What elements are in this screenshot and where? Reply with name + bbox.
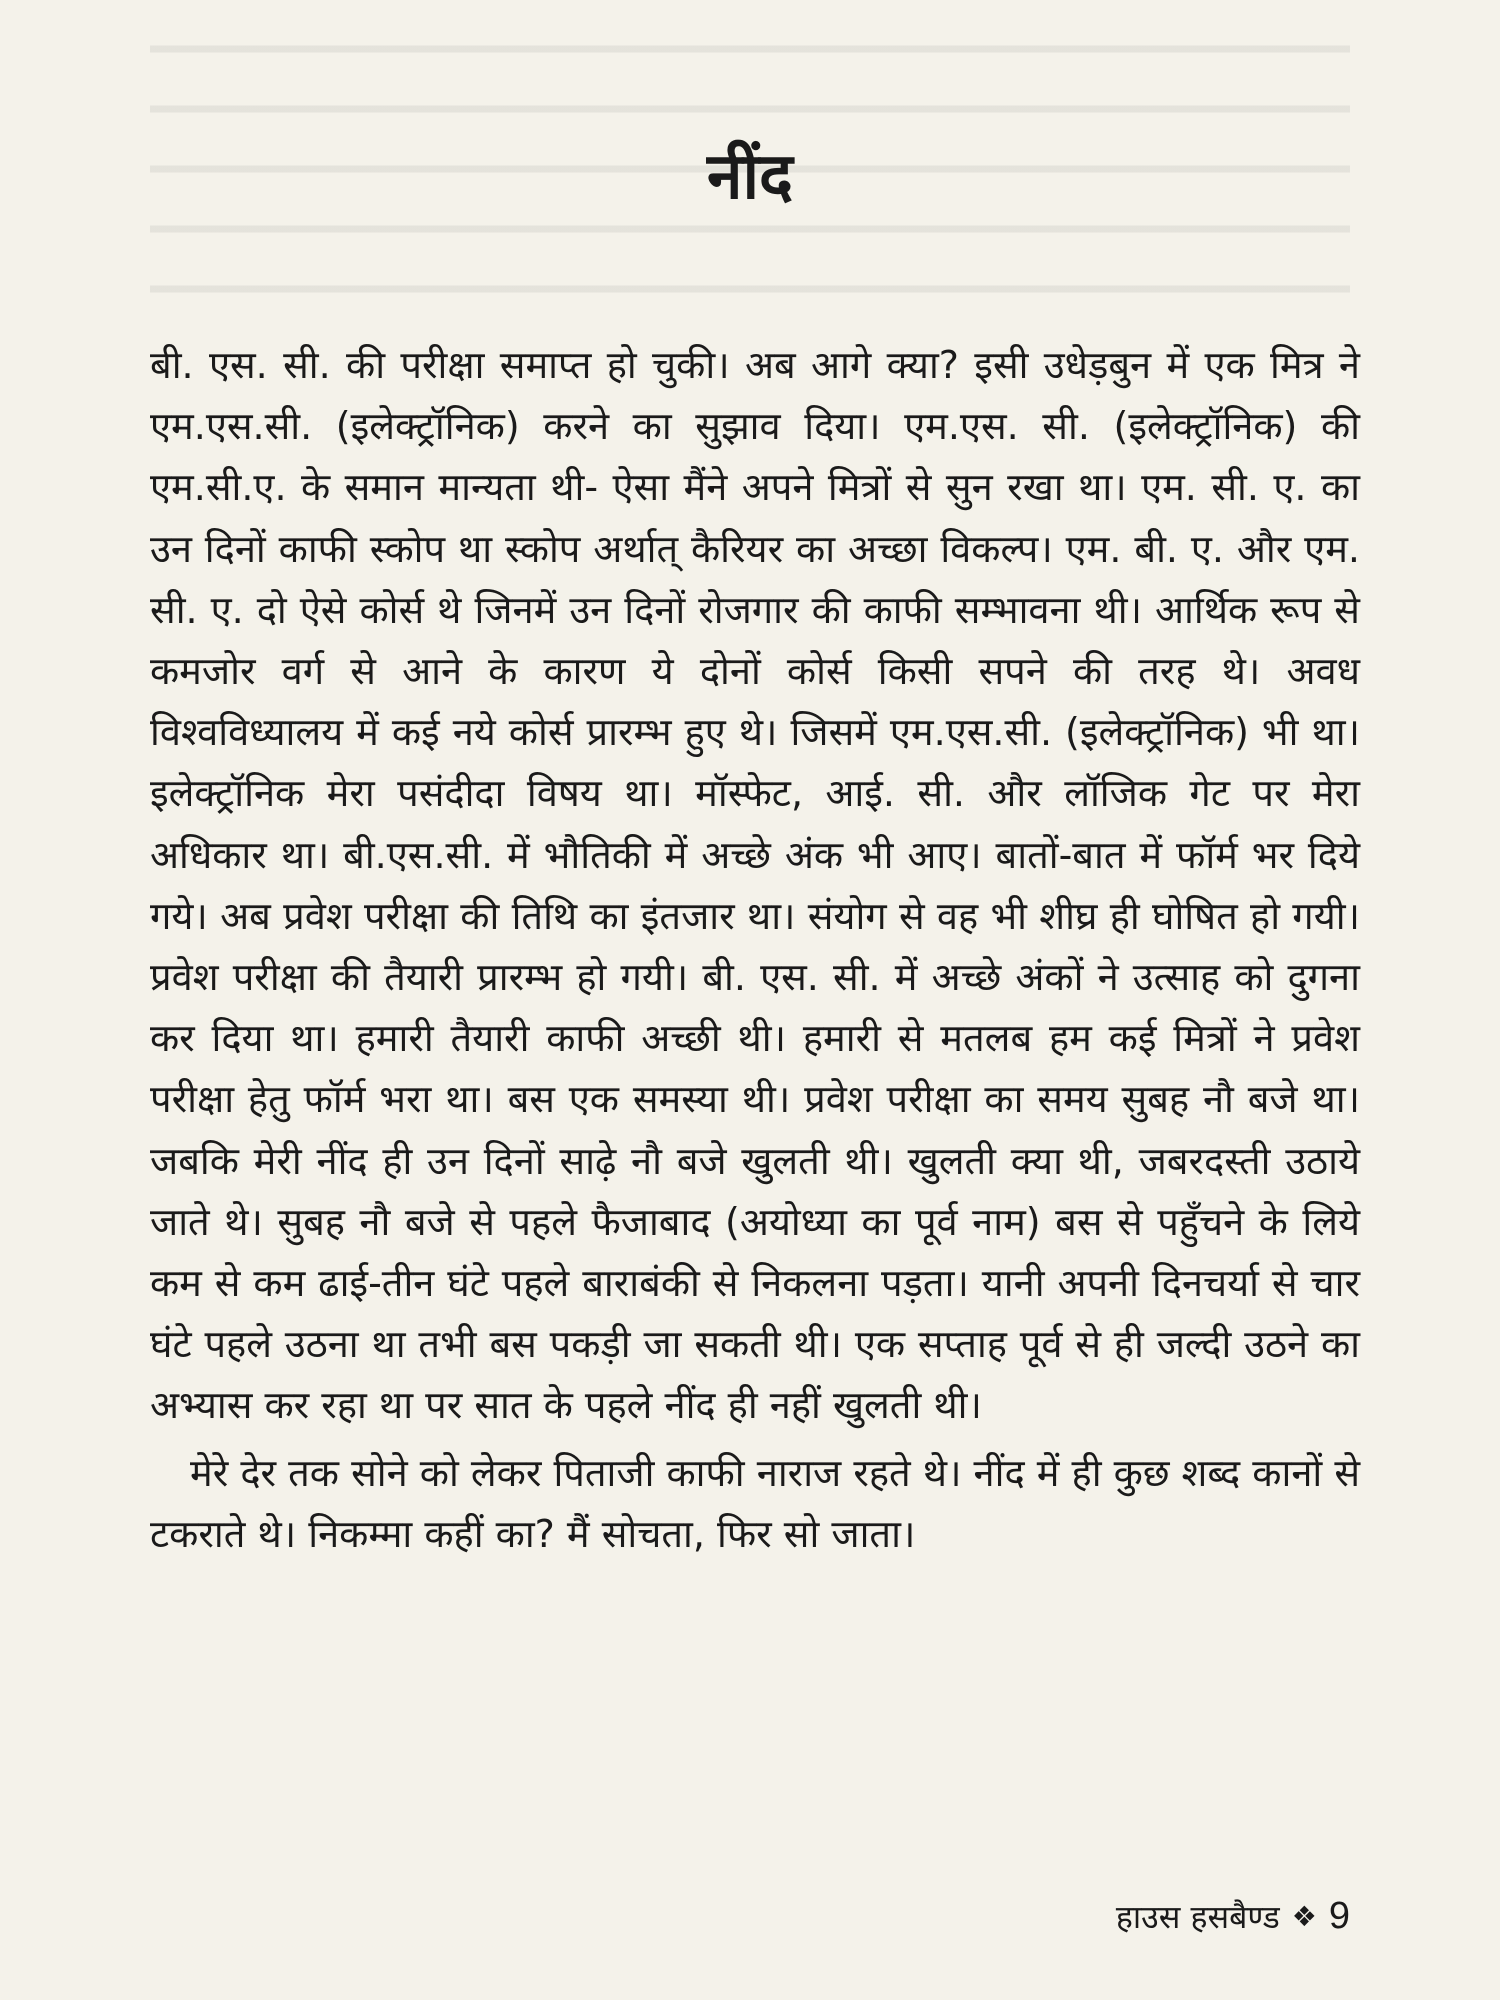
paragraph: मेरे देर तक सोने को लेकर पिताजी काफी नाराज रहते थे। नींद में ही कुछ शब्द कानों से टकराते थे। निकम्मा कहीं का? मैं सोचता, फिर सो जाता।	[150, 1450, 1361, 1556]
chapter-title: नींद	[706, 140, 794, 214]
page-number: 9	[1328, 1895, 1350, 1937]
page-footer	[1116, 1895, 1350, 1938]
paragraph: बी. एस. सी. की परीक्षा समाप्त हो चुकी। अब आगे क्या? इसी उधेड़बुन में एक मित्र ने एम.एस.सी. (इलेक्ट्रॉनिक) करने का सुझाव दिया। एम.एस. सी. (इलेक्ट्रॉनिक) की एम.सी.ए. के समान मान्यता थी- ऐसा मैंने अपने मित्रों से सुन रखा था। एम. सी. ए. का उन दिनों काफी स्कोप था स्कोप अर्थात् कैरियर का अच्छा विकल्प। एम. बी. ए. और एम. सी. ए. दो ऐसे कोर्स थे जिनमें उन दिनों रोजगार की काफी सम्भावना थी। आर्थिक रूप से कमजोर वर्ग से आने के कारण ये दोनों कोर्स किसी सपने की तरह थे। अवध विश्वविध्यालय में कई नये कोर्स प्रारम्भ हुए थे। जिसमें एम.एस.सी. (इलेक्ट्रॉनिक) भी था। इलेक्ट्रॉनिक मेरा पसंदीदा विषय था। मॉस्फेट, आई. सी. और लॉजिक गेट पर मेरा अधिकार था। बी.एस.सी. में भौतिकी में अच्छे अंक भी आए। बातों-बात में फॉर्म भर दिये गये। अब प्रवेश परीक्षा की तिथि का इंतजार था। संयोग से वह भी शीघ्र ही घोषित हो गयी। प्रवेश परीक्षा की तैयारी प्रारम्भ हो गयी। बी. एस. सी. में अच्छे अंकों ने उत्साह को दुगना कर दिया था। हमारी तैयारी काफी अच्छी थी। हमारी से मतलब हम कई मित्रों ने प्रवेश परीक्षा हेतु फॉर्म भरा था। बस एक समस्या थी। प्रवेश परीक्षा का समय सुबह नौ बजे था। जबकि मेरी नींद ही उन दिनों साढ़े नौ बजे खुलती थी। खुलती क्या थी, जबरदस्ती उठाये जाते थे। सुबह नौ बजे से पहले फैजाबाद (अयोध्या का पूर्व नाम) बस से पहुँचने के लिये कम से कम ढाई-तीन घंटे पहले बाराबंकी से निकलना पड़ता। यानी अपनी दिनचर्या से चार घंटे पहले उठना था तभी बस पकड़ी जा सकती थी। एक सप्ताह पूर्व से ही जल्दी उठने का अभ्यास कर रहा था पर सात के पहले नींद ही नहीं खुलती थी।	[150, 343, 1360, 1428]
ornament-icon: ❖	[1291, 1900, 1317, 1933]
body-text	[150, 335, 1360, 1565]
running-book-title: हाउस हसबैण्ड	[1115, 1898, 1280, 1936]
